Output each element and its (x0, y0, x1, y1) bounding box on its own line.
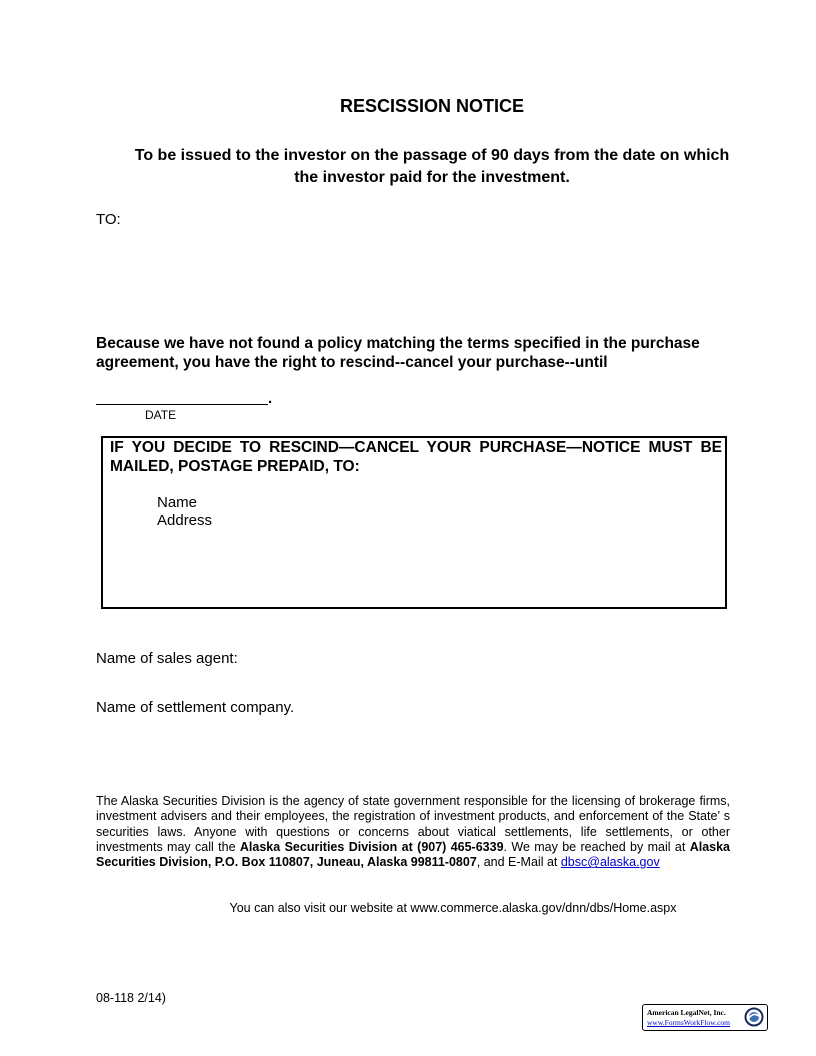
agency-info-text-1: The Alaska Securities Division is the agency of state government responsible for the licensing of brokerage firms, investment advisers and their employees, the registration of investment products, and enforcement of the State’ s securities laws. Anyone with questions or concerns about viatical settlements, life settlements, or other investments may call the (96, 794, 730, 854)
mailing-address-label: Address (157, 512, 213, 529)
agency-info-text-3: , and E-Mail at (476, 855, 561, 870)
website-line: You can also visit our website at www.commerce.alaska.gov/dnn/dbs/Home.aspx (229, 901, 677, 915)
agency-email-link[interactable]: dbsc@alaska.gov (560, 855, 660, 870)
agency-info-paragraph (96, 794, 730, 870)
date-blank-line[interactable] (96, 404, 268, 405)
date-period: . (268, 390, 273, 407)
agency-phone: Alaska Securities Division at (907) 465-6339 (239, 839, 504, 854)
sales-agent-label: Name of sales agent: (96, 650, 238, 667)
settlement-company-label: Name of settlement company. (96, 699, 295, 716)
date-label: DATE (145, 408, 177, 422)
logo-company-name: American LegalNet, Inc. (647, 1008, 726, 1017)
mailing-instructions-box (101, 436, 727, 609)
american-legalnet-logo[interactable] (642, 1004, 768, 1031)
form-number: 08-118 2/14) (96, 991, 166, 1005)
agency-mail-address: Alaska Securities Division, P.O. Box 110807, Juneau, Alaska 99811-0807 (96, 839, 730, 870)
to-label: TO: (96, 211, 121, 228)
logo-website: www.FormsWorkFlow.com (647, 1018, 731, 1027)
page-title: RESCISSION NOTICE (339, 96, 525, 116)
agency-info-text-2: . We may be reached by mail at (503, 839, 690, 854)
mailing-instructions-heading: IF YOU DECIDE TO RESCIND—CANCEL YOUR PURCHASE—NOTICE MUST BE MAILED, POSTAGE PREPAID, TO: (110, 439, 722, 475)
rescind-right-statement: Because we have not found a policy matching the terms specified in the purchase agreement, you have the right to rescind--cancel your purchase--until (96, 335, 700, 371)
globe-swirl-icon (744, 1007, 764, 1027)
page-subtitle: To be issued to the investor on the passage of 90 days from the date on which the investor paid for the investment. (134, 147, 730, 186)
mailing-name-label: Name (157, 494, 198, 511)
